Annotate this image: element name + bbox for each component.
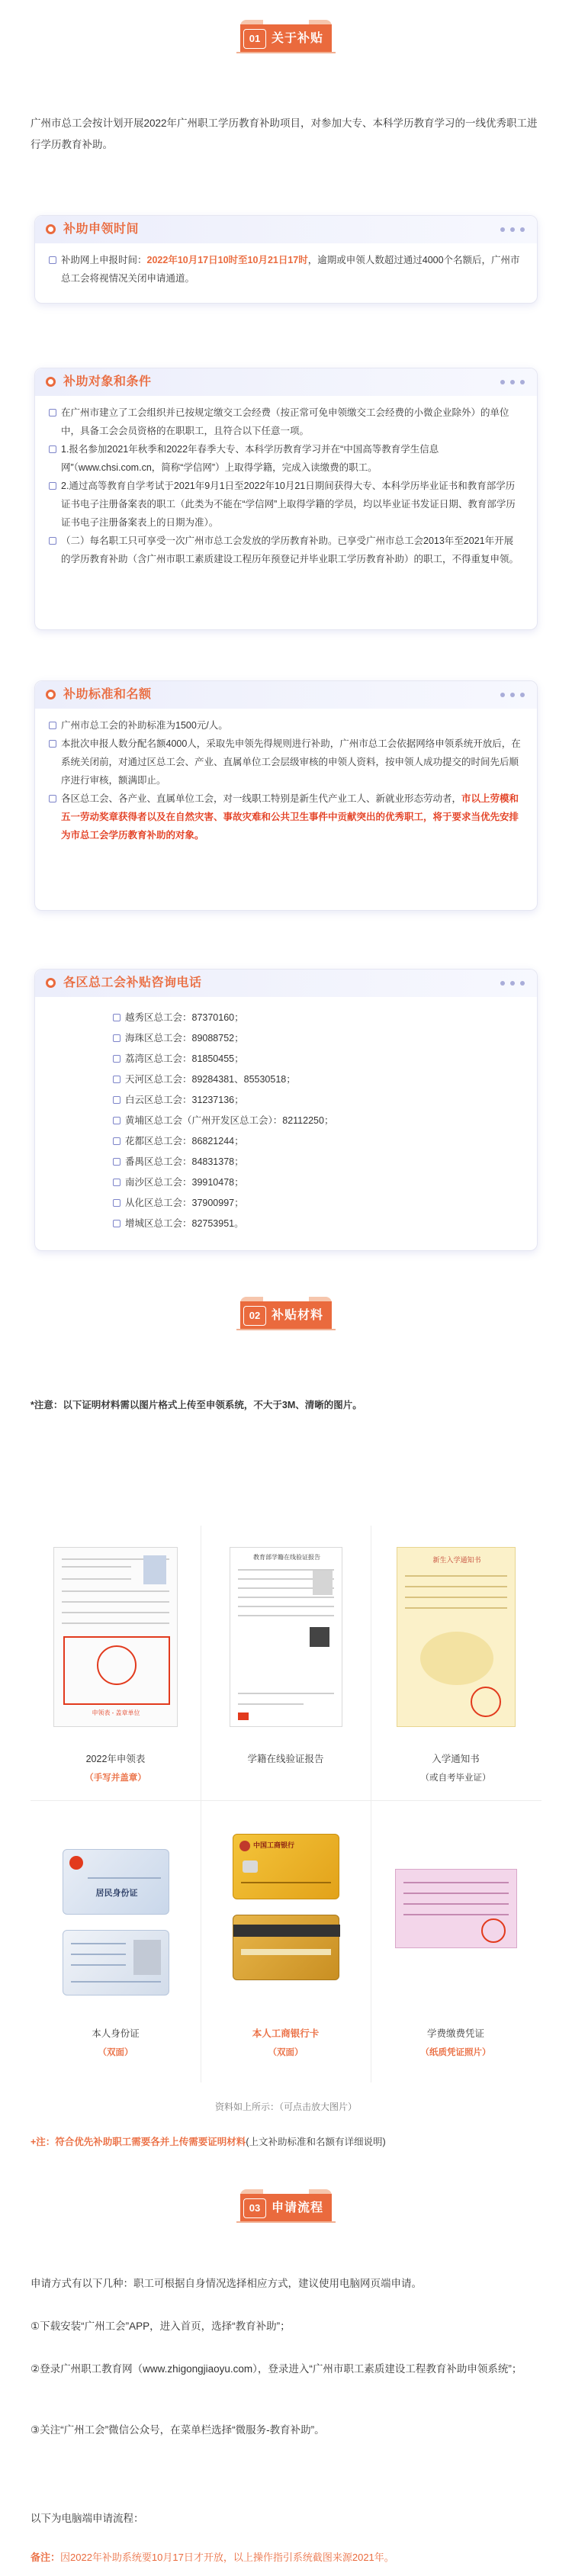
card-title: 各区总工会补贴咨询电话 — [63, 976, 202, 989]
material-verification-report[interactable] — [201, 1526, 371, 1800]
flow-step-web: ②登录广州职工教育网（www.zhigongjiaoyu.com），登录进入“广州市职工素质建设工程教育补助申领系统”； — [31, 2363, 522, 2375]
section-title-process — [0, 2189, 572, 2223]
circle-bullet-icon — [46, 978, 56, 988]
material-caption: 学籍在线验证报告 — [247, 1754, 324, 1764]
material-tuition-receipt[interactable] — [371, 1800, 541, 2075]
card-apply-time — [34, 215, 538, 304]
card-contacts — [34, 969, 538, 1251]
card-title: 补助对象和条件 — [63, 375, 152, 388]
section-number: 03 — [243, 2198, 266, 2218]
flow-pc-heading: 以下为电脑端申请流程： — [31, 2513, 144, 2524]
material-subcaption: （纸质凭证照片） — [420, 2048, 491, 2057]
emblem-icon — [69, 1856, 83, 1870]
list-item: 1.报名参加2021年秋季和2022年春季大专、本科学历教育学习并在“中国高等教育学生信息网”（www.chsi.com.cn，简称“学信网”）上取得学籍，完成入读缴费的职工。 — [49, 440, 522, 477]
form-paper — [53, 1547, 178, 1727]
checkbox-icon — [113, 1034, 121, 1042]
id-card-back — [63, 1930, 169, 1996]
id-card-front — [63, 1849, 169, 1915]
card-header — [35, 970, 537, 997]
checkbox-icon — [49, 409, 56, 416]
bank-card-back — [233, 1915, 339, 1980]
material-note: *注意：以下证明材料需以图片格式上传至申领系统，不大于3M、清晰的图片。 — [31, 1400, 362, 1410]
checkbox-icon — [113, 1179, 121, 1186]
more-dots-icon — [500, 693, 525, 697]
more-dots-icon — [500, 981, 525, 986]
circle-bullet-icon — [46, 224, 56, 234]
list-item: 广州市总工会的补助标准为1500元/人。 — [49, 716, 522, 735]
checkbox-icon — [113, 1199, 121, 1207]
checkbox-icon — [49, 482, 56, 490]
watermark — [420, 1632, 493, 1685]
bank-card-front — [233, 1834, 339, 1899]
bank-name: 中国工商银行 — [253, 1841, 295, 1849]
material-application-form[interactable] — [31, 1526, 201, 1800]
contact-row: 南沙区总工会：39910478； — [49, 1172, 522, 1193]
list-item: （二）每名职工只可享受一次广州市总工会发放的学历教育补助。已享受广州市总工会2013年至2021年开展的学历教育补助（含广州市职工素质建设工程历年预登记并毕业职工学历教育补助）的职工，不得重复申领。 — [49, 532, 522, 568]
checkbox-icon — [113, 1014, 121, 1021]
footnote: 备注：因2022年补助系统要10月17日才开放，以上操作指引系统截图来源2021年。 — [31, 2552, 394, 2563]
id-card-image[interactable] — [46, 1815, 185, 2008]
flow-step-app: ①下载安装“广州工会”APP，进入首页，选择“教育补助”； — [31, 2320, 291, 2332]
checkbox-icon — [113, 1158, 121, 1166]
card-header — [35, 216, 537, 243]
card-title: 补助标准和名额 — [63, 688, 152, 701]
section-number: 01 — [243, 29, 266, 49]
magnetic-strip — [233, 1925, 340, 1937]
circle-bullet-icon — [46, 690, 56, 699]
material-subcaption: （或自考毕业证） — [420, 1774, 491, 1783]
apply-time-text: 补助网上申报时间：2022年10月17日10时至10月21日17时，逾期或申领人数超过通过4000个名额后，广州市总工会将视情况关闭申请通道。 — [49, 251, 522, 288]
title-underline — [236, 2221, 336, 2223]
bank-card-image[interactable] — [216, 1815, 355, 2008]
material-caption: 本人身份证 — [92, 2028, 140, 2039]
chip-icon — [243, 1860, 258, 1873]
checkbox-icon — [49, 537, 56, 545]
list-item: 本批次申报人数分配名额4000人，采取先申领先得规则进行补助，广州市总工会依据网络申领系统开放后，在系统关闭前，对通过区总工会、产业、直属单位工会层级审核的申领人资料，按申领人成功提交的时间先后顺序进行审核，额满即止。 — [49, 735, 522, 790]
checkbox-icon — [113, 1055, 121, 1063]
flow-step-wechat: ③关注“广州工会”微信公众号，在菜单栏选择“微服务-教育补助”。 — [31, 2424, 325, 2436]
material-subcaption: （双面） — [98, 2048, 133, 2057]
photo-placeholder — [143, 1555, 166, 1584]
photo-placeholder — [133, 1940, 161, 1975]
contact-row: 黄埔区总工会（广州开发区总工会）：82112250； — [49, 1111, 522, 1131]
card-title: 补助申领时间 — [63, 223, 140, 236]
material-caption: 2022年申领表 — [85, 1754, 146, 1764]
list-item: 2.通过高等教育自学考试于2021年9月1日至2022年10月21日期间获得大专、本科学历毕业证书和教育部学历证书电子注册备案表的职工（此类为不能在“学信网”上取得学籍的学员，均以毕业证书发证日期、教育部学历证书电子注册备案表上的日期为准）。 — [49, 477, 522, 532]
section-title-materials — [0, 1297, 572, 1330]
contact-row: 荔湾区总工会：81850455； — [49, 1049, 522, 1069]
checkbox-icon — [113, 1096, 121, 1104]
checkbox-icon — [49, 256, 56, 264]
stamp-seal — [481, 1918, 506, 1943]
checkbox-icon — [49, 795, 56, 802]
more-dots-icon — [500, 380, 525, 384]
checkbox-icon — [113, 1117, 121, 1124]
checkbox-icon — [113, 1220, 121, 1227]
intro-text: 广州市总工会按计划开展2022年广州职工学历教育补助项目，对参加大专、本科学历教育学习的一线优秀职工进行学历教育补助。 — [31, 117, 538, 150]
qr-code-icon — [310, 1627, 329, 1647]
card-header — [35, 368, 537, 396]
priority-highlight: 市以上劳模和五一劳动奖章获得者以及在自然灾害、事故灾难和公共卫生事件中贡献突出的优秀职工，将于要求当优先安排为市总工会学历教育补助的对象。 — [61, 793, 519, 841]
contact-row: 天河区总工会：89284381、85530518； — [49, 1069, 522, 1090]
material-caption: 学费缴费凭证 — [426, 2028, 484, 2039]
contact-row: 越秀区总工会：87370160； — [49, 1008, 522, 1028]
admission-notice-image[interactable] — [386, 1541, 525, 1733]
checkbox-icon — [113, 1076, 121, 1083]
card-standard — [34, 680, 538, 911]
material-subcaption: （手写并盖章） — [85, 1774, 146, 1783]
material-caption: 入学通知书 — [432, 1754, 480, 1764]
checkbox-icon — [49, 722, 56, 729]
logo-mark — [238, 1713, 249, 1720]
material-admission-notice[interactable] — [371, 1526, 541, 1800]
section-number: 02 — [243, 1306, 266, 1326]
bank-logo-icon — [239, 1841, 250, 1851]
verification-report-image[interactable] — [216, 1541, 355, 1733]
materials-grid — [31, 1526, 541, 2082]
section-title-about — [0, 20, 572, 53]
receipt-paper — [395, 1869, 517, 1948]
section-name: 补贴材料 — [272, 1309, 324, 1322]
title-underline — [236, 1329, 336, 1330]
card-eligibility — [34, 368, 538, 630]
material-bank-card[interactable] — [201, 1800, 371, 2075]
contact-row: 增城区总工会：82753951。 — [49, 1214, 522, 1234]
list-item: 在广州市建立了工会组织并已按规定缴交工会经费（按正常可免申领缴交工会经费的小微企业除外）的单位中，具备工会会员资格的在职职工，且符合以下任意一项。 — [49, 404, 522, 440]
report-paper — [230, 1547, 342, 1727]
material-caption: 本人工商银行卡 — [252, 2028, 320, 2039]
list-item: 各区总工会、各产业、直属单位工会，对一线职工特别是新生代产业工人、新就业形态劳动者，市以上劳模和五一劳动奖章获得者以及在自然灾害、事故灾难和公共卫生事件中贡献突出的优秀职工，将于要求当优先安排为市总工会学历教育补助的对象。 — [49, 790, 522, 844]
circle-bullet-icon — [46, 377, 56, 387]
contact-row: 从化区总工会：37900997； — [49, 1193, 522, 1214]
flow-intro: 申请方式有以下几种：职工可根据自身情况选择相应方式，建议使用电脑网页端申请。 — [31, 2278, 422, 2289]
checkbox-icon — [49, 445, 56, 453]
section-name: 申请流程 — [272, 2201, 324, 2214]
section-name: 关于补贴 — [272, 32, 324, 45]
material-subcaption: （双面） — [268, 2048, 304, 2057]
priority-note: +注：符合优先补助职工需要各并上传需要证明材料(上文补助标准和名额有详细说明) — [31, 2137, 386, 2147]
notice-heading: 新生入学通知书 — [432, 1556, 481, 1564]
card-header — [35, 681, 537, 709]
contact-row: 花都区总工会：86821244； — [49, 1131, 522, 1152]
material-id-card[interactable] — [31, 1800, 201, 2075]
title-underline — [236, 52, 336, 53]
application-form-image[interactable] — [46, 1541, 185, 1733]
stamp-seal — [471, 1687, 501, 1717]
photo-placeholder — [313, 1571, 333, 1595]
stamp-caption: 申领表 - 盖章单位 — [92, 1709, 140, 1716]
contact-row: 白云区总工会：31237136； — [49, 1090, 522, 1111]
report-heading: 教育部学籍在线验证报告 — [253, 1554, 320, 1561]
materials-footer: 资料如上所示：（可点击放大图片） — [214, 2102, 357, 2112]
contact-row: 海珠区总工会：89088752； — [49, 1028, 522, 1049]
more-dots-icon — [500, 227, 525, 232]
stamp-seal — [97, 1645, 137, 1685]
contact-row: 番禺区总工会：84831378； — [49, 1152, 522, 1172]
apply-time-highlight: 2022年10月17日10时至10月21日17时 — [146, 255, 308, 265]
notice-paper — [397, 1547, 516, 1727]
tuition-receipt-image[interactable] — [386, 1815, 525, 2008]
checkbox-icon — [113, 1137, 121, 1145]
checkbox-icon — [49, 740, 56, 748]
id-card-title: 居民身份证 — [95, 1889, 138, 1898]
